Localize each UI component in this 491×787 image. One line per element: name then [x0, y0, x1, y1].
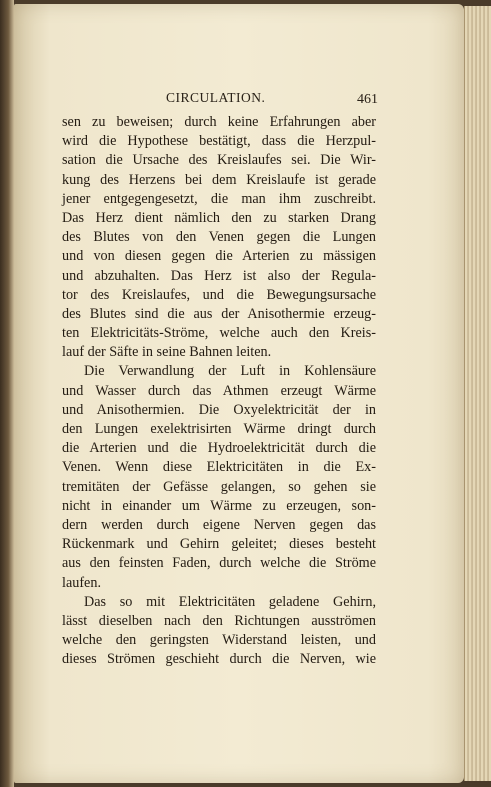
text-line: des Blutes von den Venen gegen die Lungen: [62, 229, 376, 246]
text-line: kung des Herzens bei dem Kreislaufe ist gerade: [62, 171, 376, 188]
text-line: dern werden durch eigene Nerven gegen das: [62, 516, 376, 533]
book-gutter: [0, 0, 14, 787]
running-title: CIRCULATION.: [166, 90, 266, 105]
text-line: und von diesen gegen die Arterien zu mässigen: [62, 248, 376, 265]
text-line: die Arterien und die Hydroelektricität durch die: [62, 440, 376, 457]
text-line: tor des Kreislaufes, und die Bewegungsursache: [62, 286, 376, 303]
paragraph-3: [62, 593, 376, 670]
page-header: [48, 86, 378, 110]
text-line: den Lungen exelektrisirten Wärme dringt durch: [62, 421, 376, 437]
text-line: und Wasser durch das Athmen erzeugt Wärme: [62, 382, 376, 399]
text-line: sen zu beweisen; durch keine Erfahrungen aber: [62, 114, 376, 130]
page-number: 461: [357, 92, 378, 107]
text-line: und Anisothermien. Die Oxyelektricität der in: [62, 401, 376, 418]
paragraph-1: [62, 113, 376, 362]
text-line: Das Herz dient nämlich den zu starken Drang: [62, 209, 376, 226]
text-line: laufen.: [62, 574, 101, 591]
text-line: tremitäten der Gefässe gelangen, so gehen sie: [62, 478, 376, 495]
text-line: sation die Ursache des Kreislaufes sei. Die Wir-: [62, 152, 376, 169]
text-line: lauf der Säfte in seine Bahnen leiten.: [62, 344, 272, 361]
text-line: jener entgegengesetzt, die man ihm zuschreibt.: [62, 190, 376, 207]
paragraph-2: [62, 362, 376, 592]
text-line: wird die Hypothese bestätigt, dass die Herzpul-: [62, 133, 376, 150]
text-line: des Blutes sind die aus der Anisothermie erzeug-: [62, 305, 376, 322]
text-line: Die Verwandlung der Luft in Kohlensäure: [84, 363, 376, 380]
text-line: welche den geringsten Widerstand leisten, und: [62, 632, 376, 649]
text-line: Das so mit Elektricitäten geladene Gehirn,: [84, 593, 376, 610]
body-text: [62, 113, 376, 669]
text-line: Rückenmark und Gehirn geleitet; dieses besteht: [62, 536, 376, 553]
text-line: lässt dieselben nach den Richtungen ausströmen: [62, 612, 376, 629]
text-line: und abzuhalten. Das Herz ist also der Regula-: [62, 267, 376, 284]
text-line: ten Elektricitäts-Ströme, welche auch den Kreis-: [62, 325, 376, 342]
text-line: dieses Strömen geschieht durch die Nerven, wie: [62, 651, 376, 668]
text-line: nicht in einander um Wärme zu erzeugen, son-: [62, 497, 376, 514]
page-stack-edges: [464, 6, 491, 781]
text-line: aus den feinsten Faden, durch welche die Ströme: [62, 555, 376, 572]
text-line: Venen. Wenn diese Elektricitäten in die Ex-: [62, 459, 376, 476]
